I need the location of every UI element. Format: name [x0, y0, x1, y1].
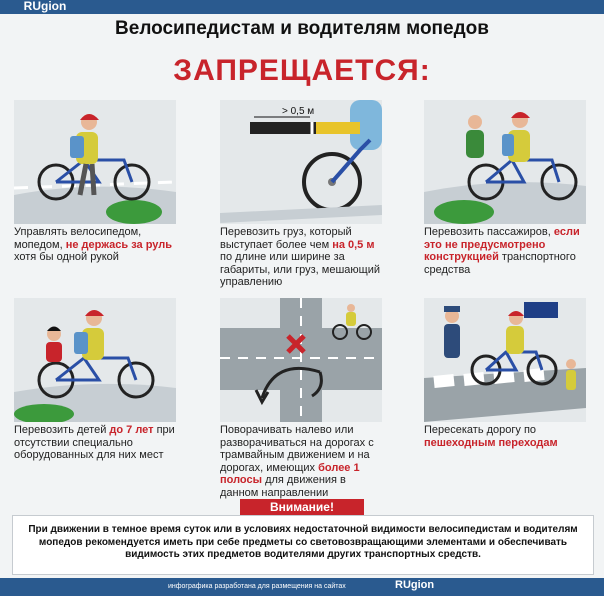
caption-5 — [220, 424, 384, 499]
logo: RUgion — [23, 0, 67, 13]
caption-text: по длине или ширине за габариты, или груз, мешающий управлению — [220, 251, 381, 288]
caption-text: при отсутствии специально оборудованных для них мест — [14, 424, 175, 461]
caption-text: транспортного средства — [424, 251, 576, 276]
caption-text: хотя бы одной рукой — [14, 251, 119, 263]
caption-highlight: пешеходным переходам — [424, 436, 558, 449]
caption-text: Управлять велосипедом, мопедом, — [14, 226, 142, 251]
illustration-no-hands — [14, 100, 176, 224]
caption-6 — [424, 424, 588, 449]
caption-highlight: на 0,5 м — [332, 238, 375, 251]
caption-text: для движения в данном направлении — [220, 474, 346, 499]
footer-logo: RUgion — [395, 579, 435, 591]
illustration-intersection — [220, 298, 382, 422]
footer-text: инфографика разработана для размещения на сайтах — [168, 583, 346, 590]
warning-box — [12, 515, 594, 575]
top-bar — [0, 0, 604, 14]
caption-text: Поворачивать налево или разворачиваться на дорогах с трамвайным движением и на дорогах, имеющих — [220, 424, 374, 474]
caption-text: Перевозить детей — [14, 424, 110, 436]
caption-highlight: до 7 лет — [109, 424, 154, 436]
caption-1 — [14, 226, 178, 264]
caption-highlight: если это не предусмотрено конструкцией — [424, 226, 580, 263]
caption-2 — [220, 226, 384, 289]
page-title: ЗАПРЕЩАЕТСЯ: — [173, 54, 431, 87]
caption-highlight: более 1 полосы — [220, 461, 360, 486]
caption-text: Перевозить пассажиров, — [424, 226, 554, 238]
illustration-crosswalk — [424, 298, 586, 422]
caption-text: Пересекать дорогу по — [424, 424, 537, 436]
caption-3 — [424, 226, 588, 276]
illustration-cargo — [220, 100, 382, 224]
warning-label: Внимание! — [240, 499, 364, 516]
warning-text: При движении в темное время суток или в условиях недостаточной видимости велосипедистам и водителям мопедов рекомендуется иметь при себе предметы со световозвращающими элементами и обеспечивать видимость этих предметов водителями других транспортных средств. — [28, 524, 578, 560]
subtitle: Велосипедистам и водителям мопедов — [115, 18, 489, 39]
illustration-passenger — [424, 100, 586, 224]
illustration-child — [14, 298, 176, 422]
cargo-size-label: > 0,5 м — [282, 106, 315, 117]
caption-highlight: не держась за руль — [65, 238, 173, 251]
caption-4 — [14, 424, 178, 462]
caption-text: Перевозить груз, который выступает более чем — [220, 226, 352, 251]
